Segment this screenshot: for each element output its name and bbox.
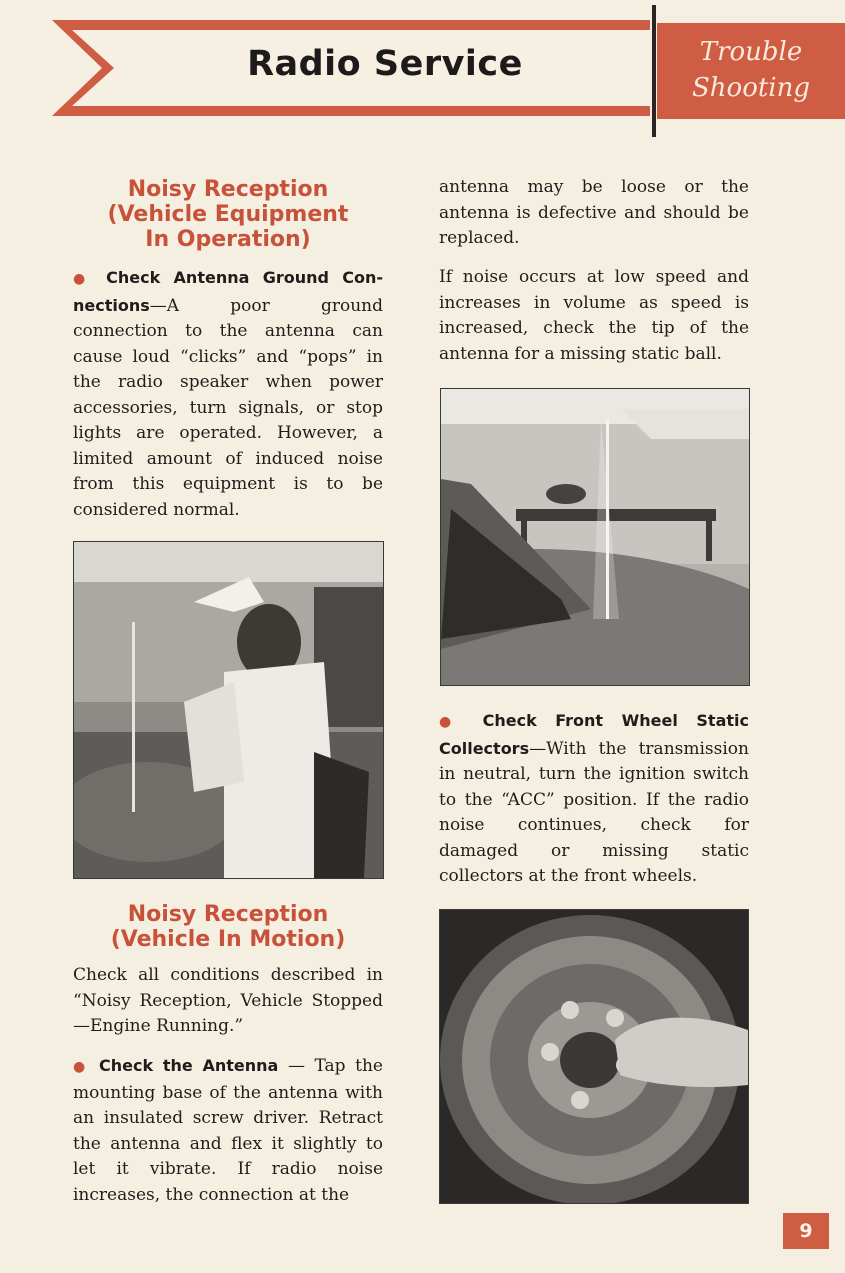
para-antenna-loose <box>439 175 749 252</box>
bullet-antenna-ground <box>73 265 383 523</box>
para-low-speed-noise <box>439 265 749 367</box>
bullet-text: —With the transmission in neutral, turn the ignition switch to the “ACC” position. If the radio noise continues, check for damaged or missing static collectors at the front wheels. <box>439 738 749 886</box>
bullet-lead: Check the Antenna <box>99 1056 279 1075</box>
photo-front-wheel <box>439 909 749 1204</box>
heading-line: In Operation) <box>145 227 311 252</box>
bullet-front-wheel-collectors <box>439 708 749 890</box>
heading-line: Noisy Reception <box>127 177 329 202</box>
section-tag-line2: Shooting <box>691 73 810 103</box>
para-text: If noise occurs at low speed and increases in volume as speed is increased, check the tip of the antenna for a missing static ball. <box>439 267 749 364</box>
bullet-dot-icon: ● <box>439 714 465 730</box>
bullet-check-antenna <box>73 1053 383 1208</box>
bullet-lead: Check Antenna Ground Con-nections <box>73 268 384 315</box>
heading-noisy-equipment <box>73 177 383 252</box>
section-tag <box>657 23 845 119</box>
heading-noisy-motion <box>73 902 383 952</box>
page-number: 9 <box>783 1213 829 1249</box>
para-text: Check all conditions described in “Noisy Reception, Vehicle Stopped—Engine Running.” <box>73 965 383 1036</box>
para-check-conditions <box>73 963 383 1040</box>
photo-technician-antenna <box>73 541 384 879</box>
photo-antenna-static-ball <box>440 388 750 686</box>
bullet-dot-icon: ● <box>73 1059 90 1075</box>
heading-line: (Vehicle Equipment <box>107 202 349 227</box>
section-tag-line1: Trouble <box>699 37 803 67</box>
bullet-dot-icon: ● <box>73 271 93 287</box>
bullet-text: —A poor ground connection to the antenna can cause loud “clicks” and “pops” in the radio speaker when power accessories, turn signals, or stop lights are operated. However, a limited amount of induced noise from this equipment is to be considered normal. <box>73 295 383 520</box>
page-title: Radio Service <box>247 44 523 84</box>
header-divider <box>652 5 656 137</box>
heading-line: (Vehicle In Motion) <box>110 927 346 952</box>
bullet-lead: Check Front Wheel Static Collectors <box>439 711 749 758</box>
heading-line: Noisy Reception <box>127 902 329 927</box>
bullet-text: — Tap the mounting base of the antenna with an insulated screw driver. Retract the antenna and flex it slightly to let it vibrate. If radio noise increases, the connection at the <box>73 1056 383 1205</box>
para-text: antenna may be loose or the antenna is defective and should be replaced. <box>439 177 749 248</box>
